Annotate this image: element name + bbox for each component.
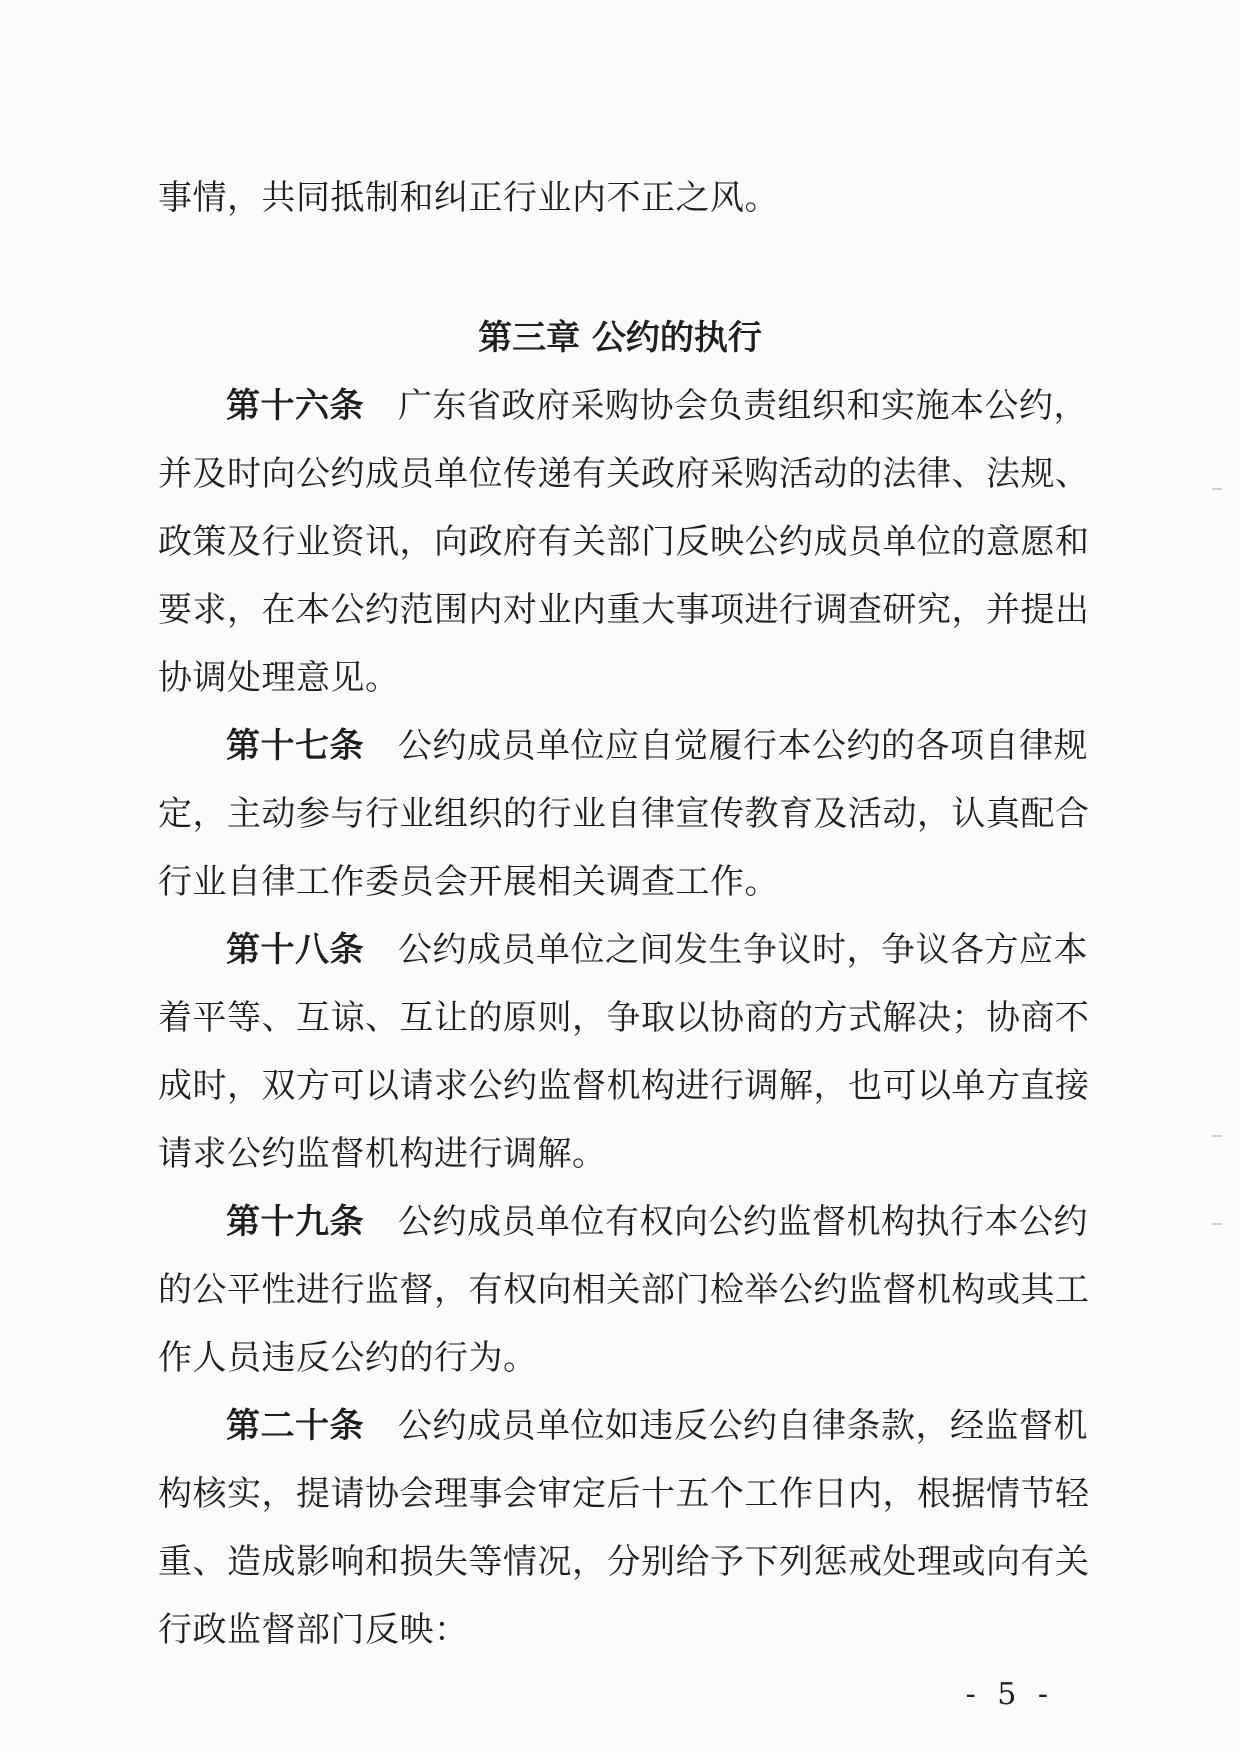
article-20-line: 重、造成影响和损失等情况，分别给予下列惩戒处理或向有关 (158, 1542, 1090, 1582)
article-18-line: 着平等、互谅、互让的原则，争取以协商的方式解决；协商不 (158, 998, 1090, 1038)
article-17-first-line (226, 726, 1088, 766)
article-20-line: 构核实，提请协会理事会审定后十五个工作日内，根据情节轻 (158, 1474, 1090, 1514)
article-16-text: 广东省政府采购协会负责组织和实施本公约， (398, 386, 1088, 426)
article-19-label: 第十九条 (226, 1202, 364, 1242)
article-17-label: 第十七条 (226, 726, 364, 766)
article-19-line: 作人员违反公约的行为。 (158, 1338, 538, 1378)
article-19-text: 公约成员单位有权向公约监督机构执行本公约 (398, 1202, 1088, 1242)
article-20-first-line (226, 1406, 1088, 1446)
article-16-line: 协调处理意见。 (158, 658, 400, 698)
article-17-text: 公约成员单位应自觉履行本公约的各项自律规 (398, 726, 1088, 766)
scan-speck (1212, 488, 1222, 490)
article-19-line: 的公平性进行监督，有权向相关部门检举公约监督机构或其工 (158, 1270, 1090, 1310)
page-number: - 5 - (965, 1677, 1054, 1712)
article-20-line: 行政监督部门反映： (158, 1610, 469, 1650)
article-16-line: 政策及行业资讯，向政府有关部门反映公约成员单位的意愿和 (158, 522, 1090, 562)
article-20-text: 公约成员单位如违反公约自律条款，经监督机 (398, 1406, 1088, 1446)
article-16-first-line (226, 386, 1088, 426)
article-16-label: 第十六条 (226, 386, 364, 426)
scan-speck (1212, 1223, 1222, 1225)
article-16-line: 并及时向公约成员单位传递有关政府采购活动的法律、法规、 (158, 454, 1090, 494)
article-20-label: 第二十条 (226, 1406, 364, 1446)
scan-speck (1212, 1135, 1222, 1137)
article-18-line: 成时，双方可以请求公约监督机构进行调解，也可以单方直接 (158, 1066, 1090, 1106)
article-19-first-line (226, 1202, 1088, 1242)
article-17-line: 定，主动参与行业组织的行业自律宣传教育及活动，认真配合 (158, 794, 1090, 834)
article-16-line: 要求，在本公约范围内对业内重大事项进行调查研究，并提出 (158, 590, 1090, 630)
chapter-title: 第三章 公约的执行 (478, 318, 762, 358)
article-17-line: 行业自律工作委员会开展相关调查工作。 (158, 862, 779, 902)
article-18-line: 请求公约监督机构进行调解。 (158, 1134, 607, 1174)
article-18-text: 公约成员单位之间发生争议时，争议各方应本 (398, 930, 1088, 970)
article-18-first-line (226, 930, 1088, 970)
continued-paragraph-line: 事情，共同抵制和纠正行业内不正之风。 (158, 178, 779, 218)
article-18-label: 第十八条 (226, 930, 364, 970)
